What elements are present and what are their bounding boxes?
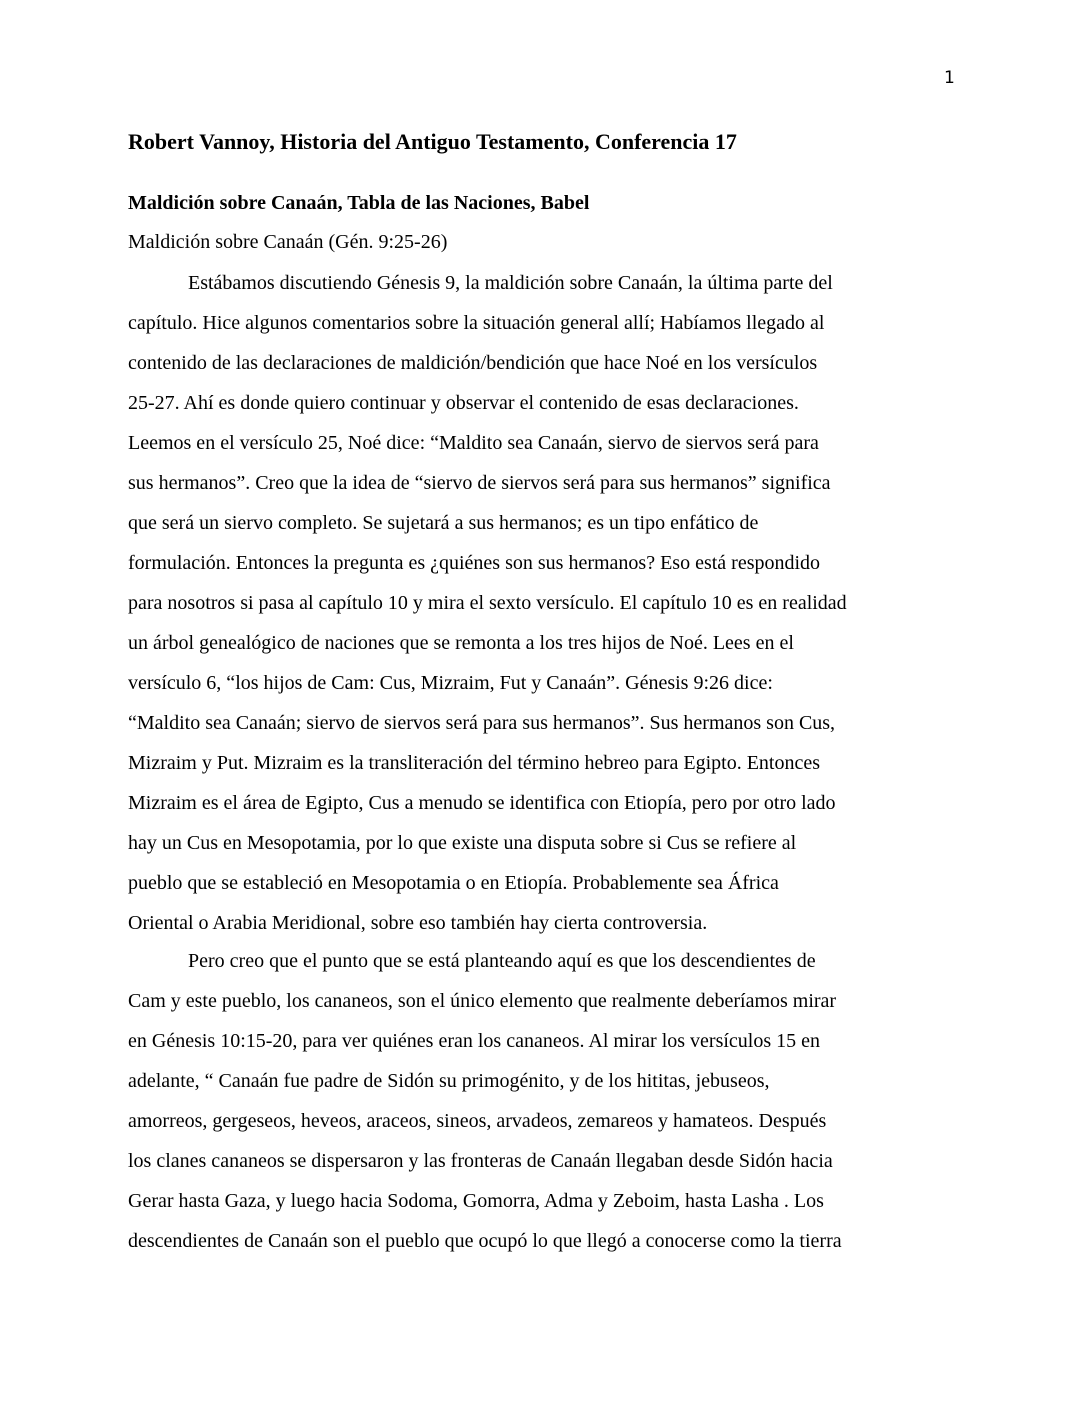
paragraph-2	[128, 941, 968, 1261]
text-line: pueblo que se estableció en Mesopotamia o en Etiopía. Probablemente sea África	[128, 872, 779, 894]
text-line: “Maldito sea Canaán; siervo de siervos será para sus hermanos”. Sus hermanos son Cus,	[128, 712, 836, 734]
text-line: Mizraim es el área de Egipto, Cus a menudo se identifica con Etiopía, pero por otro lado	[128, 792, 836, 814]
text-line: formulación. Entonces la pregunta es ¿quiénes son sus hermanos? Eso está respondido	[128, 552, 821, 574]
text-line: Oriental o Arabia Meridional, sobre eso también hay cierta controversia.	[128, 912, 708, 934]
text-line: Leemos en el versículo 25, Noé dice: “Maldito sea Canaán, siervo de siervos será para	[128, 432, 819, 454]
text-line: adelante, “ Canaán fue padre de Sidón su primogénito, y de los hititas, jebuseos,	[128, 1070, 770, 1092]
text-line: hay un Cus en Mesopotamia, por lo que existe una disputa sobre si Cus se refiere al	[128, 832, 797, 854]
subheading: Maldición sobre Canaán (Gén. 9:25-26)	[128, 231, 448, 253]
text-line: Mizraim y Put. Mizraim es la transliteración del término hebreo para Egipto. Entonces	[128, 752, 821, 774]
page-number: 1	[944, 68, 955, 88]
text-line: capítulo. Hice algunos comentarios sobre la situación general allí; Habíamos llegado al	[128, 312, 825, 334]
text-line: contenido de las declaraciones de maldición/bendición que hace Noé en los versículos	[128, 352, 818, 374]
text-line: los clanes cananeos se dispersaron y las fronteras de Canaán llegaban desde Sidón hacia	[128, 1150, 833, 1172]
paragraph-1	[128, 263, 968, 943]
text-line: sus hermanos”. Creo que la idea de “siervo de siervos será para sus hermanos” significa	[128, 472, 831, 494]
text-line: en Génesis 10:15-20, para ver quiénes eran los cananeos. Al mirar los versículos 15 en	[128, 1030, 821, 1052]
text-line: Estábamos discutiendo Génesis 9, la maldición sobre Canaán, la última parte del	[188, 272, 833, 294]
text-line: versículo 6, “los hijos de Cam: Cus, Mizraim, Fut y Canaán”. Génesis 9:26 dice:	[128, 672, 773, 694]
text-line: Pero creo que el punto que se está planteando aquí es que los descendientes de	[188, 950, 816, 972]
text-line: descendientes de Canaán son el pueblo que ocupó lo que llegó a conocerse como la tierra	[128, 1230, 842, 1252]
text-line: Cam y este pueblo, los cananeos, son el único elemento que realmente deberíamos mirar	[128, 990, 837, 1012]
text-line: para nosotros si pasa al capítulo 10 y mira el sexto versículo. El capítulo 10 es en realidad	[128, 592, 847, 614]
text-line: amorreos, gergeseos, heveos, araceos, sineos, arvadeos, zemareos y hamateos. Después	[128, 1110, 827, 1132]
text-line: 25-27. Ahí es donde quiero continuar y observar el contenido de esas declaraciones.	[128, 392, 799, 414]
document-title: Robert Vannoy, Historia del Antiguo Testamento, Conferencia 17	[128, 129, 737, 154]
section-heading: Maldición sobre Canaán, Tabla de las Naciones, Babel	[128, 192, 590, 214]
text-line: un árbol genealógico de naciones que se remonta a los tres hijos de Noé. Lees en el	[128, 632, 794, 654]
text-line: Gerar hasta Gaza, y luego hacia Sodoma, Gomorra, Adma y Zeboim, hasta Lasha . Los	[128, 1190, 824, 1212]
text-line: que será un siervo completo. Se sujetará a sus hermanos; es un tipo enfático de	[128, 512, 759, 534]
